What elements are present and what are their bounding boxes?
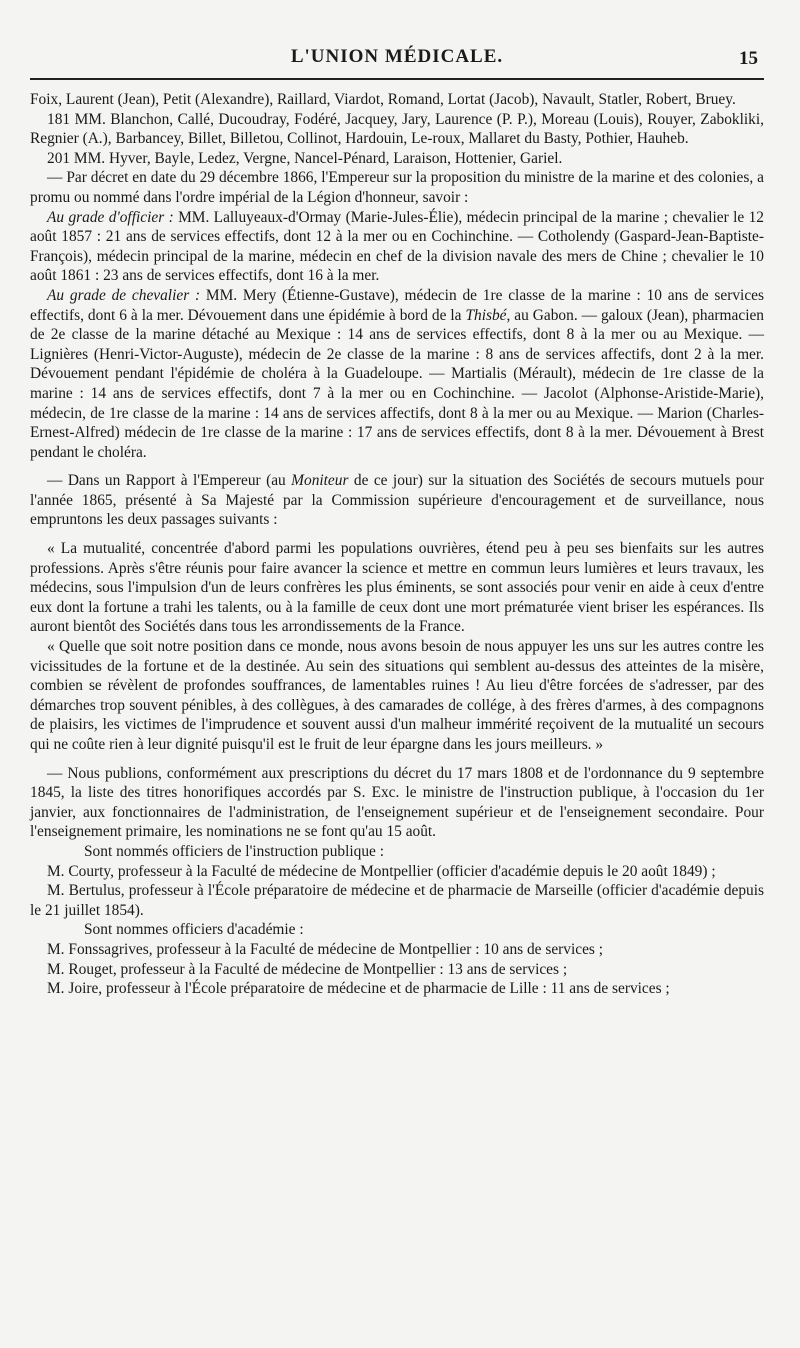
nomination-joire: M. Joire, professeur à l'École préparatoire de médecine et de pharmacie de Lille : 11 ans de services ;	[47, 980, 670, 998]
nomination-fonssagrives: M. Fonssagrives, professeur à la Faculté de médecine de Montpellier : 10 ans de services ;	[47, 940, 604, 958]
heading-officers-academie: Sont nommes officiers d'académie :	[84, 921, 304, 939]
page-header	[30, 40, 764, 74]
paragraph-mutual-report	[30, 471, 764, 530]
moniteur-title: Moniteur	[291, 472, 349, 490]
paragraph-name-list: Foix, Laurent (Jean), Petit (Alexandre), Raillard, Viardot, Romand, Lortat (Jacob), Navault, Statler, Robert, Bruey.	[30, 91, 736, 108]
officer-grade-text: MM. Lalluyeaux-d'Ormay (Marie-Jules-Élie), médecin principal de la marine ; chevalier le 12 août 1857 : 21 ans de services effectifs, dont 12 à la mer ou en Cochinchine. — Cotholendy (Gaspard-Jean-Baptiste-François), médecin principal de la marine, médecin en chef de la division navale des mers de Chine ; chevalier le 10 août 1861 : 23 ans de services effectifs, dont 16 à la mer.	[30, 208, 765, 285]
running-title: L'UNION MÉDICALE.	[290, 46, 504, 67]
ship-name: Thisbé	[465, 306, 507, 324]
nomination-courty: M. Courty, professeur à la Faculté de médecine de Montpellier (officier d'académie depuis le 20 août 1849) ;	[47, 862, 716, 880]
chevalier-text-part2: , au Gabon. — galoux (Jean), pharmacien de 2e classe de la marine détaché au Mexique : 14 ans de services effectifs, dont 8 à la mer ou au Mexique. — Lignières (Henri-Victor-Auguste), médecin de 2e classe de la marine : 8 ans de services affectifs, dont 2 à la mer. Dévouement pendant l'épidémie de choléra à la Guadeloupe. — Martialis (Mérault), médecin de 1re classe de la marine : 14 ans de services effectifs, dont 7 à la mer ou en Cochinchine. — Jacolot (Alphonse-Aristide-Marie), médecin, de 1re classe de la marine : 14 ans de services affectifs, dont 8 à la mer ou au Mexique. — Marion (Charles-Ernest-Alfred) médecin de 1re classe de la marine : 17 ans de services effectifs, dont 8 à la mer. Dévouement à Brest pendant le choléra.	[30, 306, 764, 461]
paragraph-list-201: 201 MM. Hyver, Bayle, Ledez, Vergne, Nancel-Pénard, Laraison, Hottenier, Gariel.	[47, 149, 563, 167]
article-body	[30, 90, 764, 999]
header-rule	[30, 78, 764, 80]
paragraph-chevalier-grade	[30, 286, 764, 462]
paragraph-quote-position: « Quelle que soit notre position dans ce monde, nous avons besoin de nous appuyer les uns sur les autres contre les vicissitudes de la fortune et de la destinée. Au sein des situations qui semblent au-dessus des atteintes de la misère, combien se révèlent de profondes souffrances, de lamentables ruines ! Au lieu d'être forcées de s'adresser, par des démarches trop souvent pénibles, à des collègues, à des camarades de collége, à des frères d'armes, à des compagnons de plaisirs, les victimes de l'imprudence et souvent aussi d'un malheur immérité reçoivent de la mutualité un secours qui ne coûte rien à leur dignité puisqu'il est le fruit de leur épargne dans les jours meilleurs. »	[30, 638, 764, 753]
report-text-part1: — Dans un Rapport à l'Empereur (au	[47, 472, 292, 490]
page-number: 15	[739, 48, 758, 69]
nomination-bertulus: M. Bertulus, professeur à l'École préparatoire de médecine et de pharmacie de Marseille (officier d'académie depuis le 21 juillet 1854).	[30, 882, 764, 919]
nomination-rouget: M. Rouget, professeur à la Faculté de médecine de Montpellier : 13 ans de services ;	[47, 960, 568, 978]
paragraph-honorific-titles: — Nous publions, conformément aux prescriptions du décret du 17 mars 1808 et de l'ordonnance du 9 septembre 1845, la liste des titres honorifiques accordés par S. Exc. le ministre de l'instruction publique, à l'occasion du 1er janvier, aux fonctionnaires de l'administration, de l'enseignement supérieur et de l'enseignement secondaire. Pour l'enseignement primaire, les nominations ne se font qu'au 15 août.	[30, 764, 764, 841]
paragraph-decree: — Par décret en date du 29 décembre 1866, l'Empereur sur la proposition du ministre de la marine et des colonies, a promu ou nommé dans l'ordre impérial de la Légion d'honneur, savoir :	[30, 169, 764, 206]
heading-officers-instruction: Sont nommés officiers de l'instruction publique :	[84, 842, 385, 860]
paragraph-officer-grade	[30, 208, 764, 286]
officer-grade-label: Au grade d'officier :	[47, 208, 174, 226]
chevalier-text-part1: MM. Mery (Étienne-Gustave), médecin de 1re classe de la marine : 10 ans de services effectifs, dont 6 à la mer. Dévouement dans une épidémie à bord de la	[30, 286, 764, 324]
report-text-part2: de ce jour) sur la situation des Sociétés de secours mutuels pour l'année 1865, présenté à Sa Majesté par la Commission supérieure d'encouragement et de surveillance, nous empruntons les deux passages suivants :	[30, 472, 765, 529]
paragraph-list-181: 181 MM. Blanchon, Callé, Ducoudray, Fodéré, Jacquey, Jary, Laurence (P. P.), Moreau (Louis), Rouyer, Zabokliki, Regnier (A.), Barbancey, Billet, Billetou, Collinot, Hardouin, Le-roux, Mallaret du Basty, Pothier, Hauheb.	[30, 110, 764, 148]
chevalier-grade-label: Au grade de chevalier :	[47, 286, 201, 304]
paragraph-quote-mutualite: « La mutualité, concentrée d'abord parmi les populations ouvrières, étend peu à peu ses bienfaits sur les autres professions. Après s'être réunis pour faire avancer la science et mettre en commun leurs lumières et leurs travaux, les médecins, sous l'impulsion d'un de leurs confrères les plus éminents, se sont associés pour venir en aide à ceux d'entre eux dont la fortune a trahi les talents, ou à la famille de ceux dont une mort prématurée vient briser les espérances. Ils auront bientôt des Sociétés dans tous les arrondissements de la France.	[30, 540, 764, 636]
